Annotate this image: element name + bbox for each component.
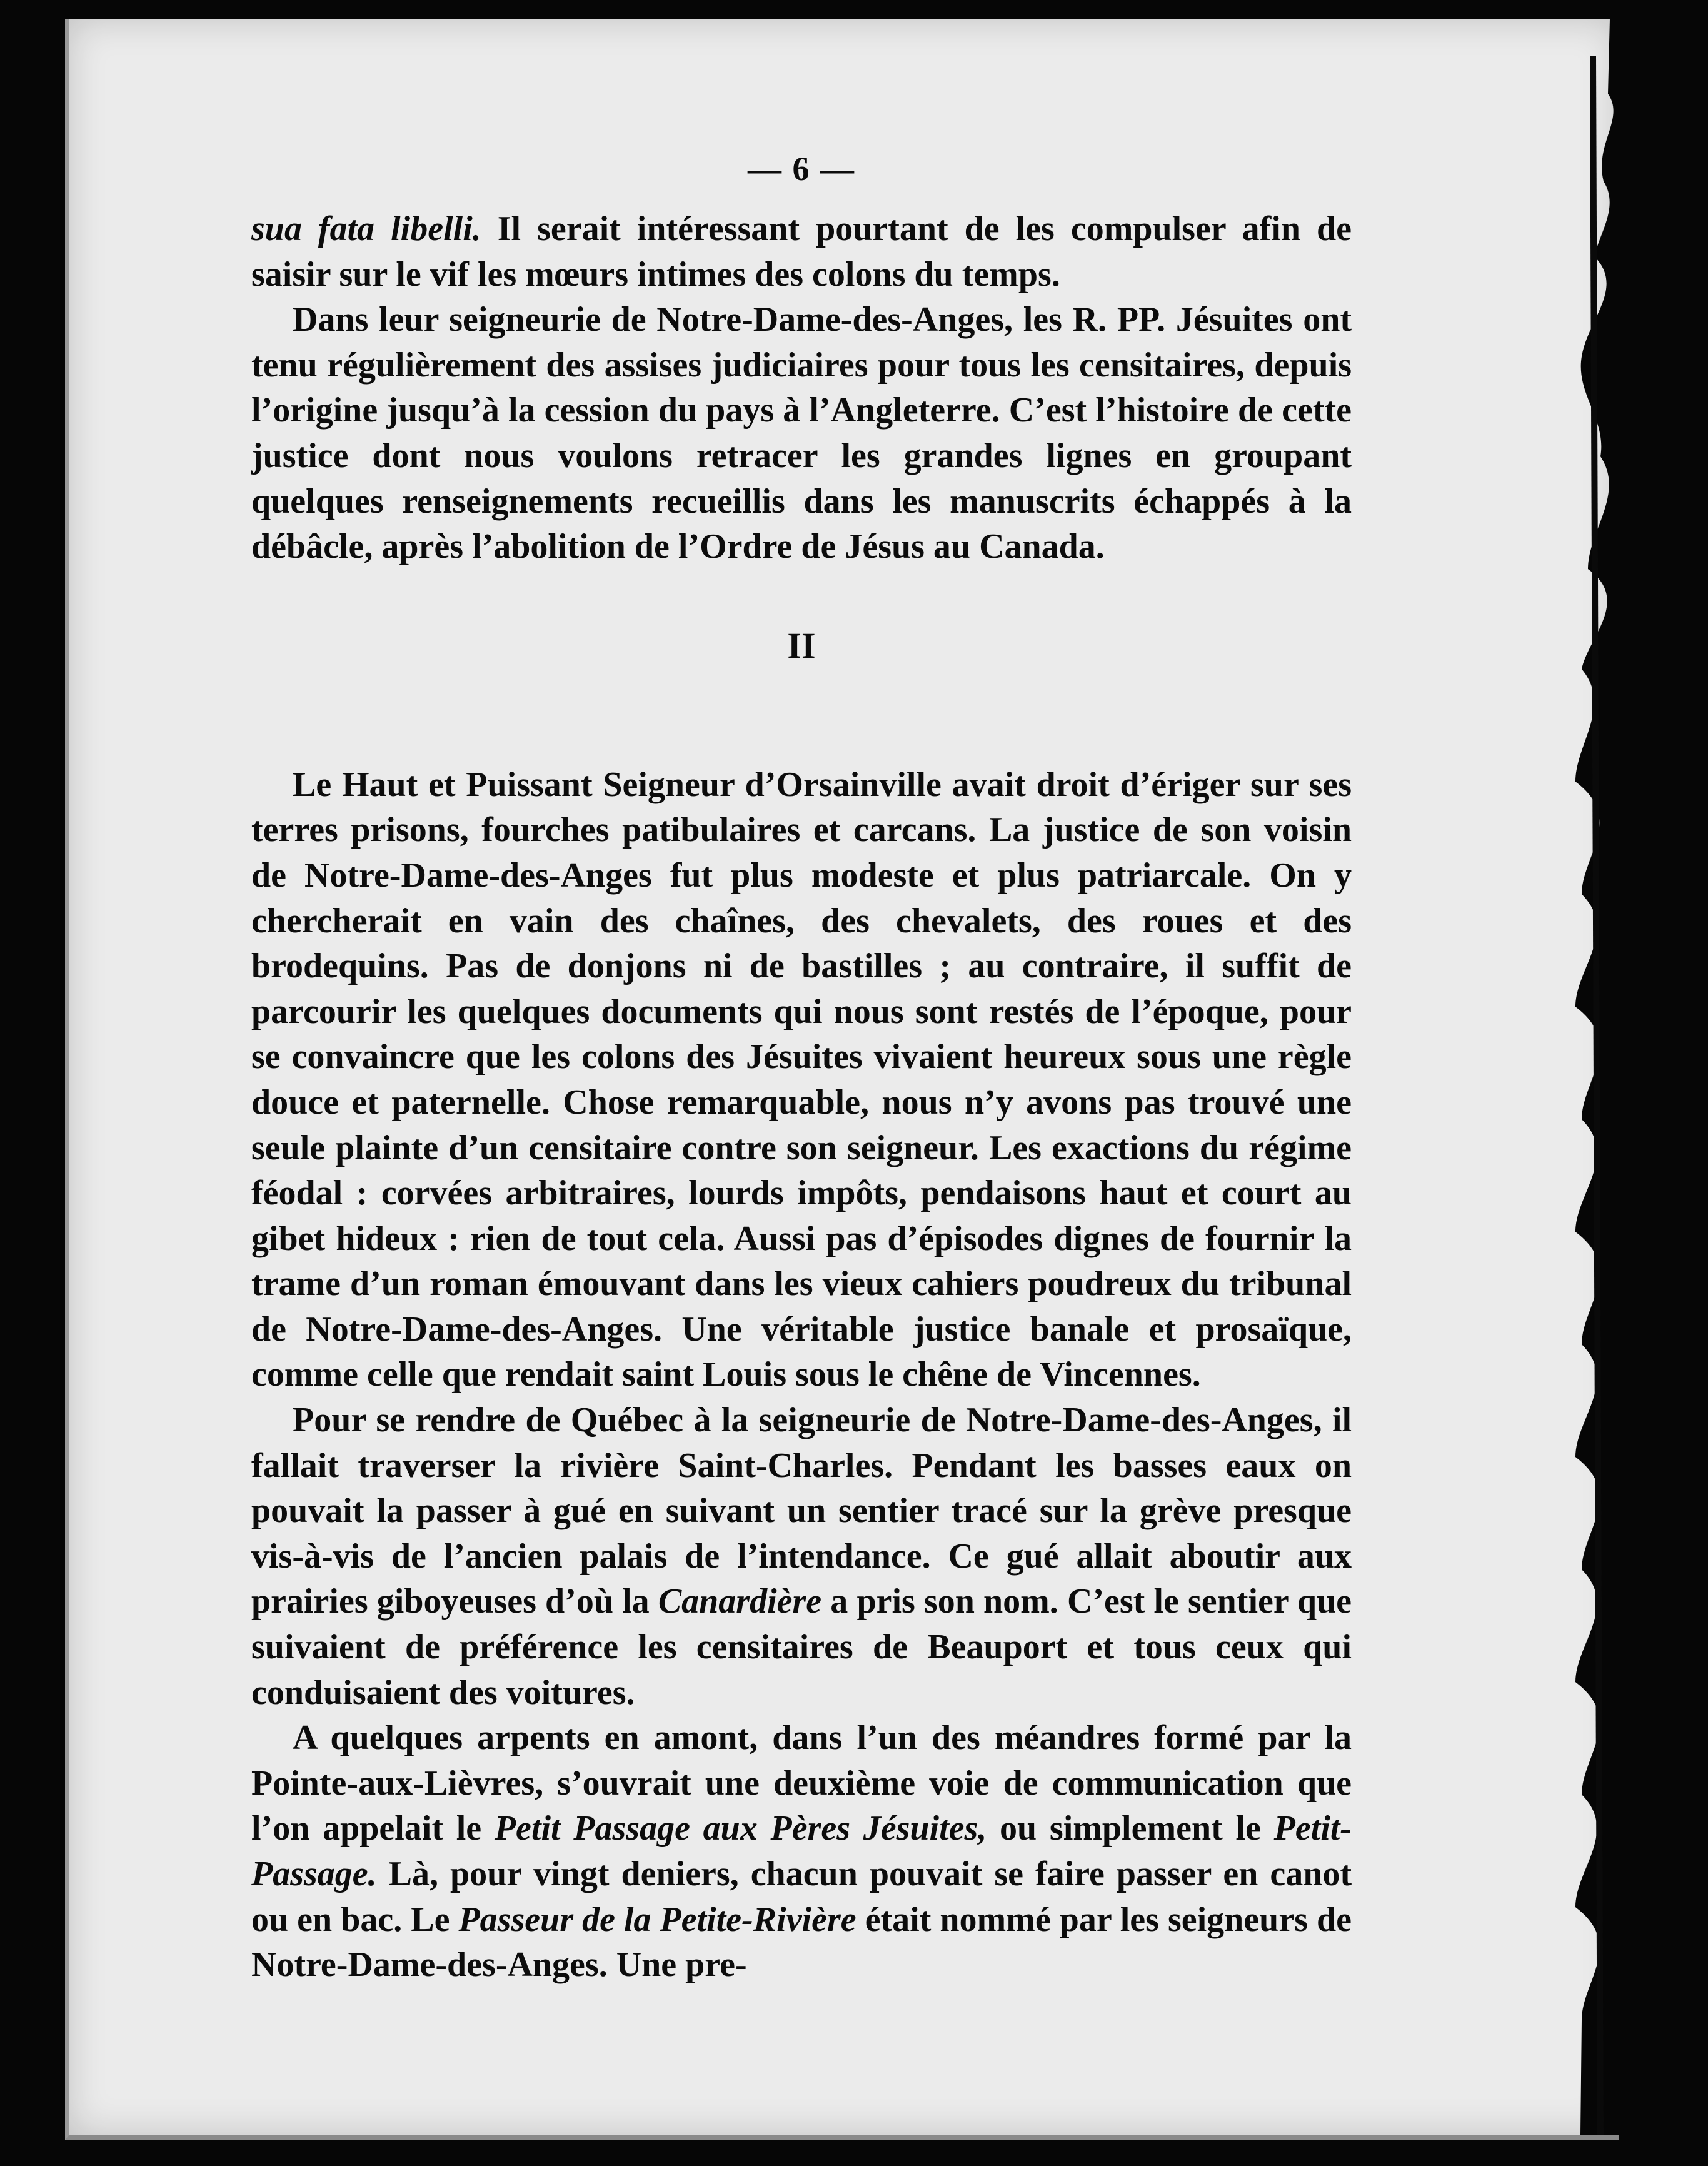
latin-phrase: sua fata libelli.	[251, 209, 481, 248]
paragraph-4-text-a: Pour se rendre de Québec à la seigneurie de Notre-Dame-des-Anges, il fallait traverser la rivière Saint-Charles. Pendant les basses eaux on pouvait la passer à gué en suivant un sentier tracé sur la grève presque vis-à-vis de l’ancien palais de l’intendance. Ce gué allait aboutir aux prairies giboyeuses d’où la	[251, 1401, 1352, 1621]
paragraph-5-text-d: était nommé par les seigneurs de Notre-Dame-des-Anges. Une pre-	[251, 1900, 1352, 1985]
paragraph-1-text: Il serait intéressant pourtant de les compulser afin de saisir sur le vif les mœurs intimes des colons du temps.	[251, 209, 1352, 294]
paragraph-5	[251, 1715, 1352, 1988]
paragraph-5-text-a: A quelques arpents en amont, dans l’un des méandres formé par la Pointe-aux-Lièvres, s’ouvrait une deuxième voie de communication que l’on appelait le	[251, 1718, 1352, 1848]
paragraph-5-italic-c: Passeur de la Petite-Rivière	[458, 1900, 857, 1939]
paragraph-5-italic-a: Petit Passage aux Pères Jésuites,	[494, 1809, 987, 1848]
paragraph-4-italic: Canardière	[658, 1582, 822, 1621]
paragraph-5-text-c: Là, pour vingt deniers, chacun pouvait se faire passer en canot ou en bac. Le	[251, 1855, 1352, 1939]
paragraph-4	[251, 1398, 1352, 1715]
paragraph-1	[251, 206, 1352, 297]
paragraph-4-text-b: a pris son nom. C’est le sentier que suivaient de préférence les censitaires de Beauport et tous ceux qui conduisaient des voitures.	[251, 1582, 1352, 1712]
text-column	[251, 131, 1352, 1988]
paragraph-2: Dans leur seigneurie de Notre-Dame-des-Anges, les R. PP. Jésuites ont tenu régulièrement des assises judiciaires pour tous les censitaires, depuis l’origine jusqu’à la cession du pays à l’Angleterre. C’est l’histoire de cette justice dont nous voulons retracer les grandes lignes en groupant quelques renseignements recueillis dans les manuscrits échappés à la débâcle, après l’abolition de l’Ordre de Jésus au Canada.	[251, 300, 1352, 567]
page-number: — 6 —	[748, 150, 855, 188]
paragraph-5-text-b: ou simplement le	[987, 1809, 1274, 1848]
torn-binding-edge	[1500, 19, 1650, 2135]
paragraph-3: Le Haut et Puissant Seigneur d’Orsainville avait droit d’ériger sur ses terres prisons, fourches patibulaires et carcans. La justice de son voisin de Notre-Dame-des-Anges fut plus modeste et plus patriarcale. On y chercherait en vain des chaînes, des chevalets, des roues et des brodequins. Pas de donjons ni de bastilles ; au contraire, il suffit de parcourir les quelques documents qui nous sont restés de l’époque, pour se convaincre que les colons des Jésuites vivaient heureux sous une règle douce et paternelle. Chose remarquable, nous n’y avons pas trouvé une seule plainte d’un censitaire contre son seigneur. Les exactions du régime féodal : corvées arbitraires, lourds impôts, pendaisons haut et court au gibet hideux : rien de tout cela. Aussi pas d’épisodes dignes de fournir la trame d’un roman émouvant dans les vieux cahiers poudreux du tribunal de Notre-Dame-des-Anges. Une véritable justice banale et prosaïque, comme celle que rendait saint Louis sous le chêne de Vincennes.	[251, 765, 1352, 1394]
section-heading: II	[787, 625, 816, 666]
paragraph-5-italic-b: Petit-Passage.	[251, 1809, 1352, 1893]
